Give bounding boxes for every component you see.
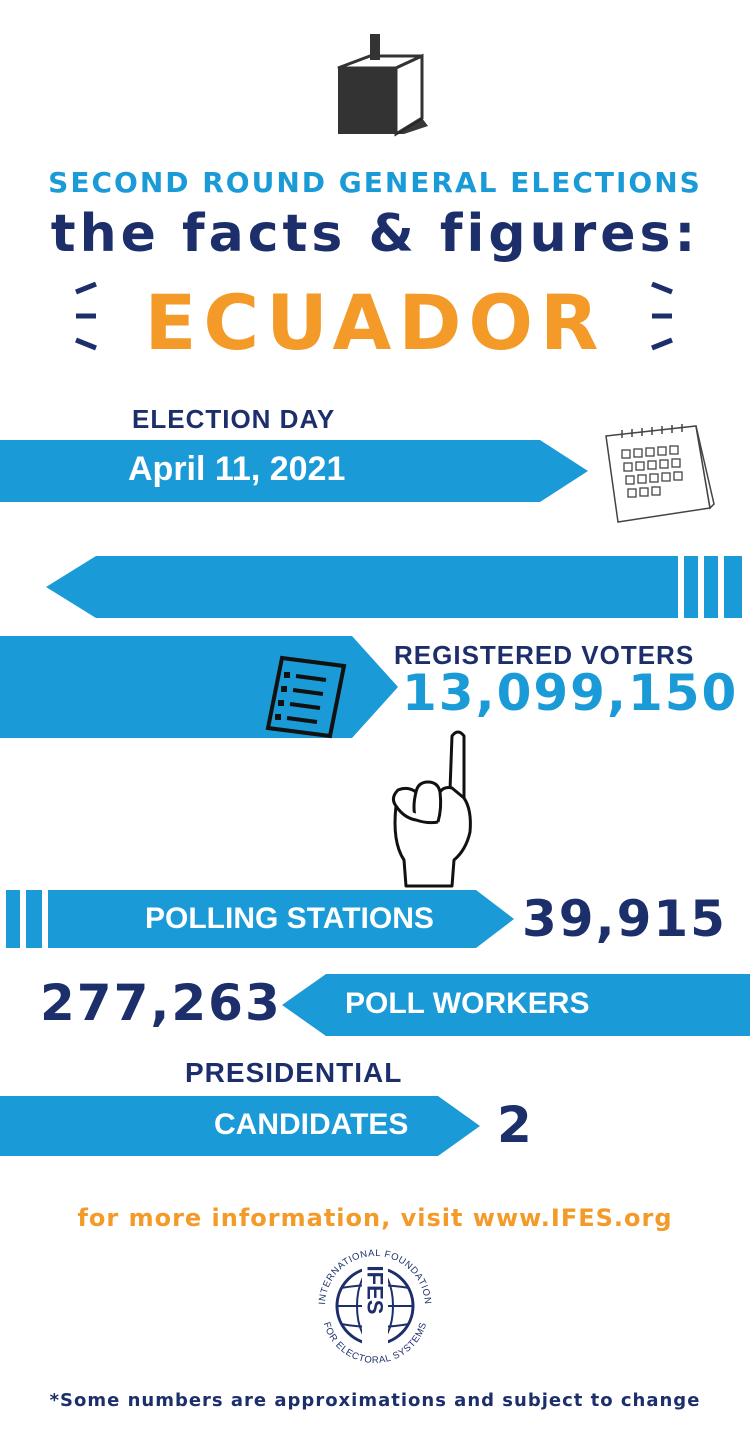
ballot-box-icon [330,30,430,140]
emphasis-ticks-right-icon [646,282,676,354]
disclaimer: *Some numbers are approximations and subject to change [49,1390,701,1411]
election-day-label: ELECTION DAY [132,404,336,434]
more-info-text: for more information, visit www.IFES.org [77,1204,673,1232]
decorative-left-arrow [46,556,746,618]
poll-workers-value: 277,263 [40,974,282,1032]
raised-finger-icon [386,728,482,888]
election-day-date: April 11, 2021 [128,450,346,488]
registered-voters-label: REGISTERED VOTERS [394,640,695,670]
country-name: ECUADOR [144,278,606,367]
logo-text-top: INTERNATIONAL FOUNDATION [317,1247,434,1306]
logo-text-bottom: FOR ELECTORAL SYSTEMS [320,1320,430,1367]
ifes-globe-logo [310,1240,440,1372]
poll-workers-label: POLL WORKERS [345,987,590,1020]
polling-stations-value: 39,915 [522,890,727,948]
page-title: the facts & figures: [50,204,700,264]
emphasis-ticks-left-icon [72,282,102,354]
presidential-candidates-label-line2: CANDIDATES [214,1108,409,1141]
polling-stations-label: POLLING STATIONS [145,902,434,935]
subtitle: SECOND ROUND GENERAL ELECTIONS [48,166,702,199]
registered-voters-value: 13,099,150 [402,664,739,722]
checklist-icon [264,654,348,740]
logo-letters: IFES [362,1265,388,1315]
presidential-candidates-label-line1: PRESIDENTIAL [185,1057,403,1088]
calendar-icon [600,418,720,530]
presidential-candidates-value: 2 [497,1096,532,1154]
